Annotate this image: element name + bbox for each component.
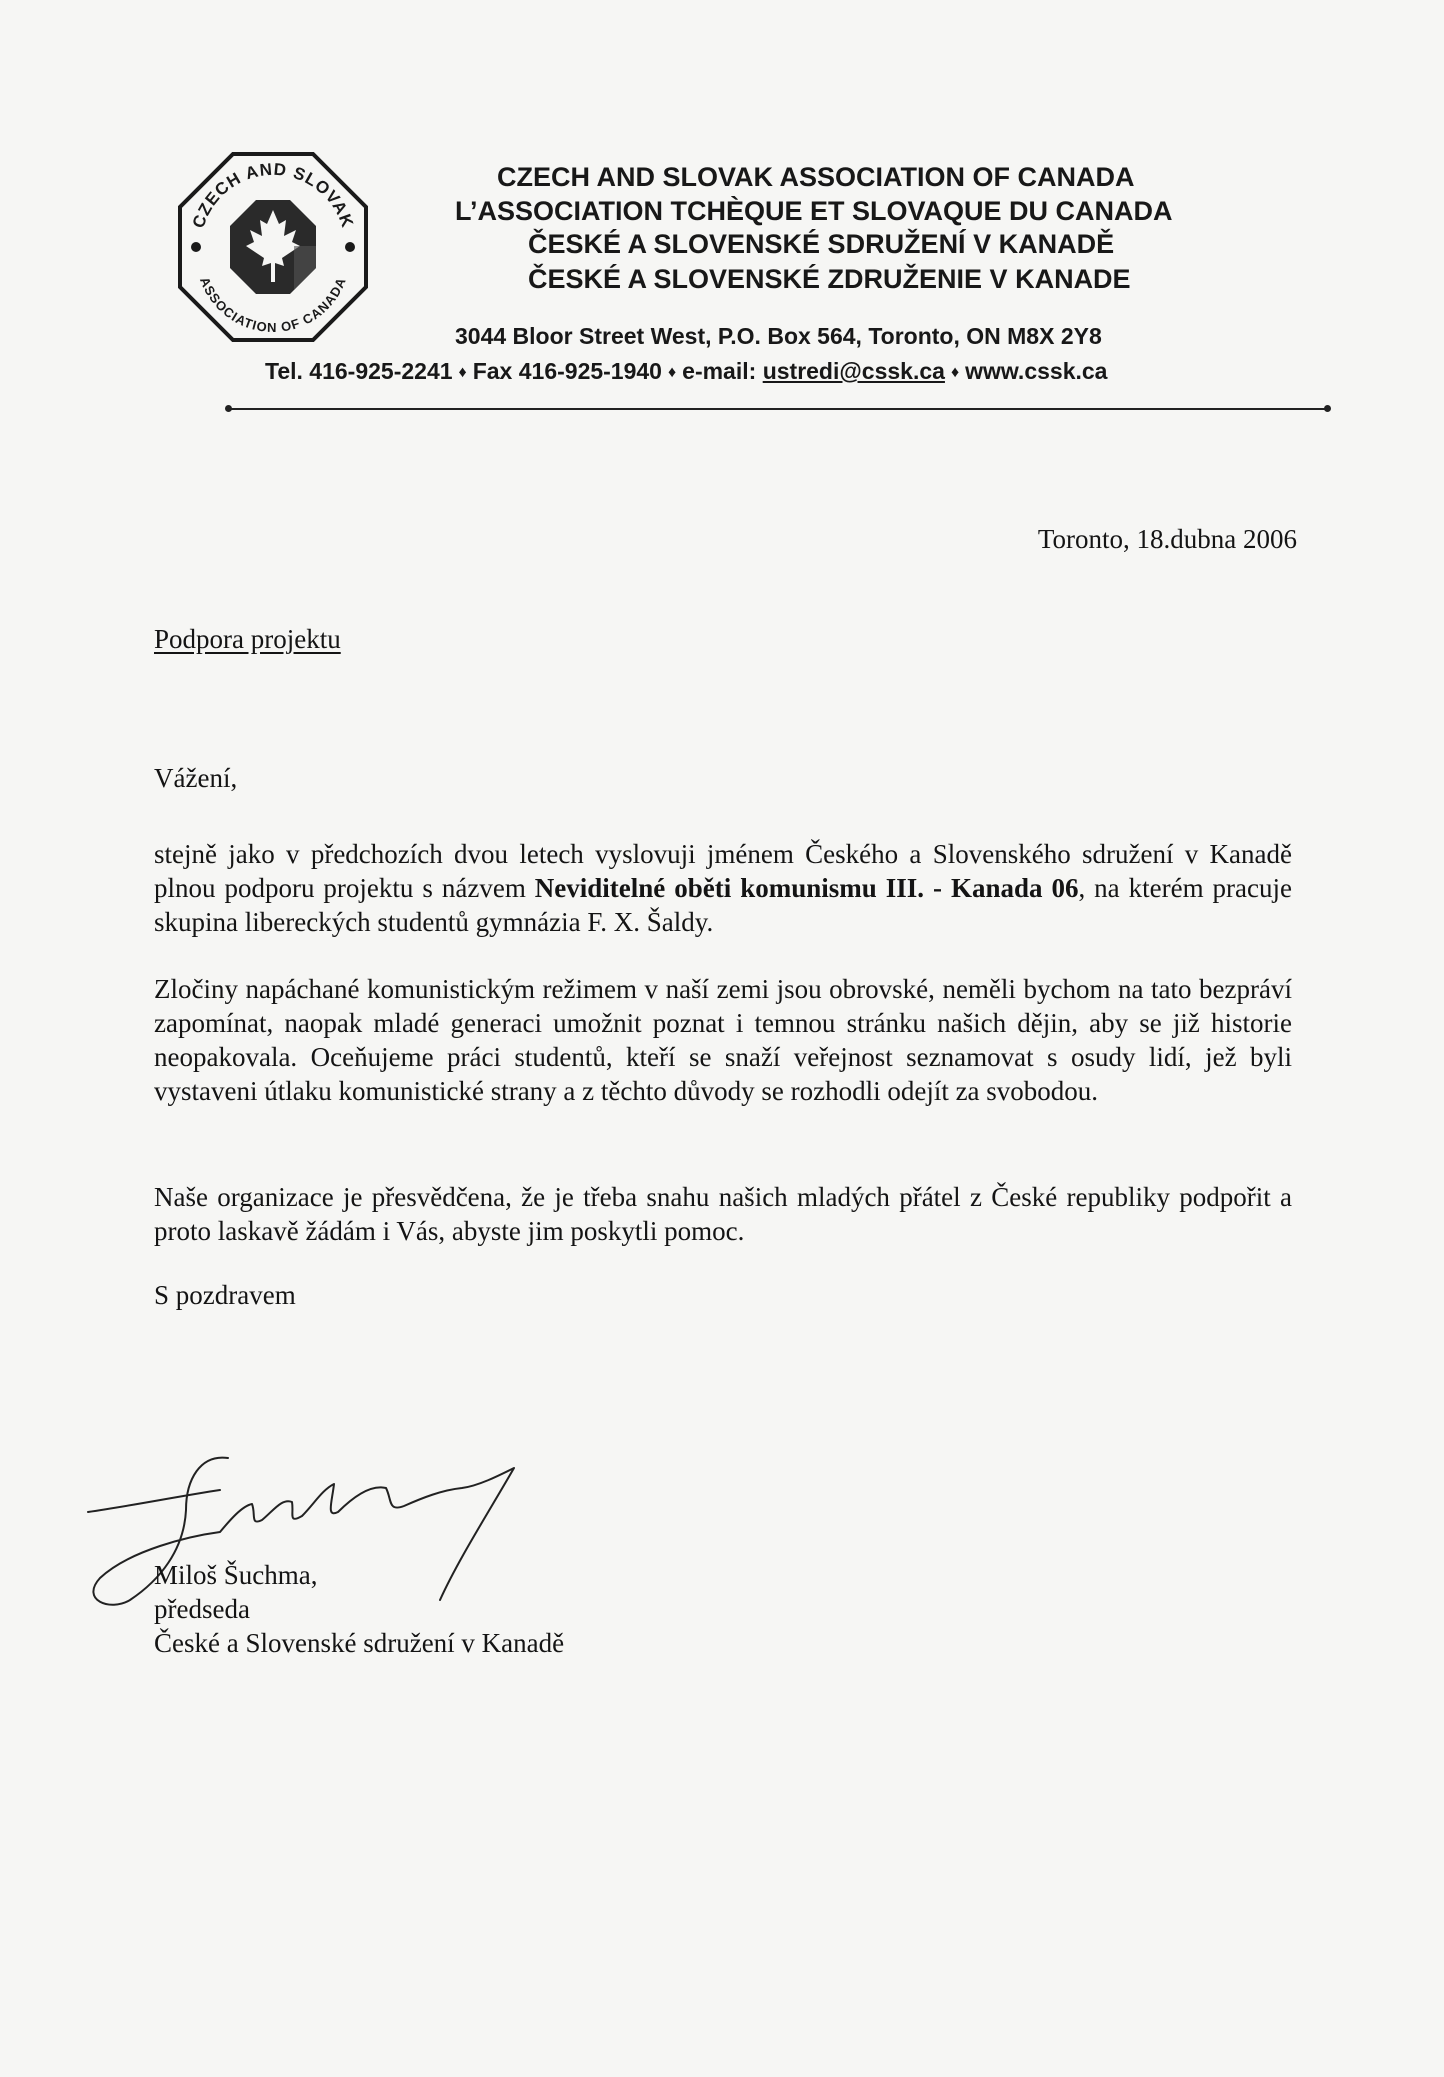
org-name-slovak: ČESKÉ A SLOVENSKÉ ZDRUŽENIE V KANADE: [528, 264, 1131, 294]
signer-organization: České a Slovenské sdružení v Kanadě: [154, 1628, 565, 1658]
logo-ring-text-bottom: ASSOCIATION OF CANADA: [197, 274, 349, 336]
letter-closing: S pozdravem: [154, 1280, 296, 1310]
project-name: Neviditelné oběti komunismu III. - Kanada 06: [534, 873, 1079, 903]
paragraph-2: Zločiny napáchané komunistickým režimem v naší zemi jsou obrovské, neměli bychom na tato bezpráví zapomínat, naopak mladé generaci umožnit poznat i temnou stránku našich dějin, aby se již historie neopakovala. Oceňujeme práci studentů, kteří se snaží veřejnost seznamovat s osudy lidí, jež byli vystaveni útlaku komunistické strany a z těchto důvody se rozhodli odejít za svobodou.: [154, 974, 1292, 1106]
org-address: 3044 Bloor Street West, P.O. Box 564, Toronto, ON M8X 2Y8: [455, 323, 1102, 349]
diamond-separator-icon: ♦: [950, 364, 960, 381]
org-name-czech: ČESKÉ A SLOVENSKÉ SDRUŽENÍ V KANADĚ: [528, 229, 1115, 259]
org-contact-line: [265, 358, 1107, 385]
paragraph-3: Naše organizace je přesvědčena, že je třeba snahu našich mladých přátel z České republiky podpořit a proto laskavě žádám i Vás, abyste jim poskytli pomoc.: [154, 1182, 1292, 1246]
letter-date: Toronto, 18.dubna 2006: [1037, 524, 1297, 554]
diamond-separator-icon: ♦: [667, 364, 677, 381]
email-link[interactable]: ustredi@cssk.ca: [762, 358, 945, 384]
paragraph-1-text-end: , na kterém pracuje skupina libereckých studentů gymnázia F. X. Šaldy.: [154, 873, 1293, 937]
signature-block: [154, 1558, 564, 1660]
logo-ring-text-top: CZECH AND SLOVAK: [188, 159, 358, 231]
letter-subject: Podpora projektu: [154, 624, 341, 654]
letter-salutation: Vážení,: [154, 763, 238, 793]
email-label: e-mail:: [682, 358, 757, 384]
paragraph-1: [154, 837, 1292, 939]
signer-name: Miloš Šuchma,: [154, 1560, 318, 1590]
org-name-english: CZECH AND SLOVAK ASSOCIATION OF CANADA: [497, 162, 1135, 192]
fax: Fax 416-925-1940: [472, 358, 662, 384]
paragraph-1-text-start: stejně jako v předchozích dvou letech vyslovuji jménem Českého a Slovenského sdružení v Kanadě plnou podporu projektu s názvem: [154, 839, 1292, 903]
signer-role: předseda: [154, 1594, 250, 1624]
telephone: Tel. 416-925-2241: [265, 358, 453, 384]
website-link[interactable]: www.cssk.ca: [965, 358, 1108, 384]
association-logo-icon: [176, 150, 370, 344]
diamond-separator-icon: ♦: [458, 364, 467, 381]
org-name-french: L’ASSOCIATION TCHÈQUE ET SLOVAQUE DU CANADA: [455, 196, 1173, 226]
letterhead-divider: [228, 408, 1328, 410]
